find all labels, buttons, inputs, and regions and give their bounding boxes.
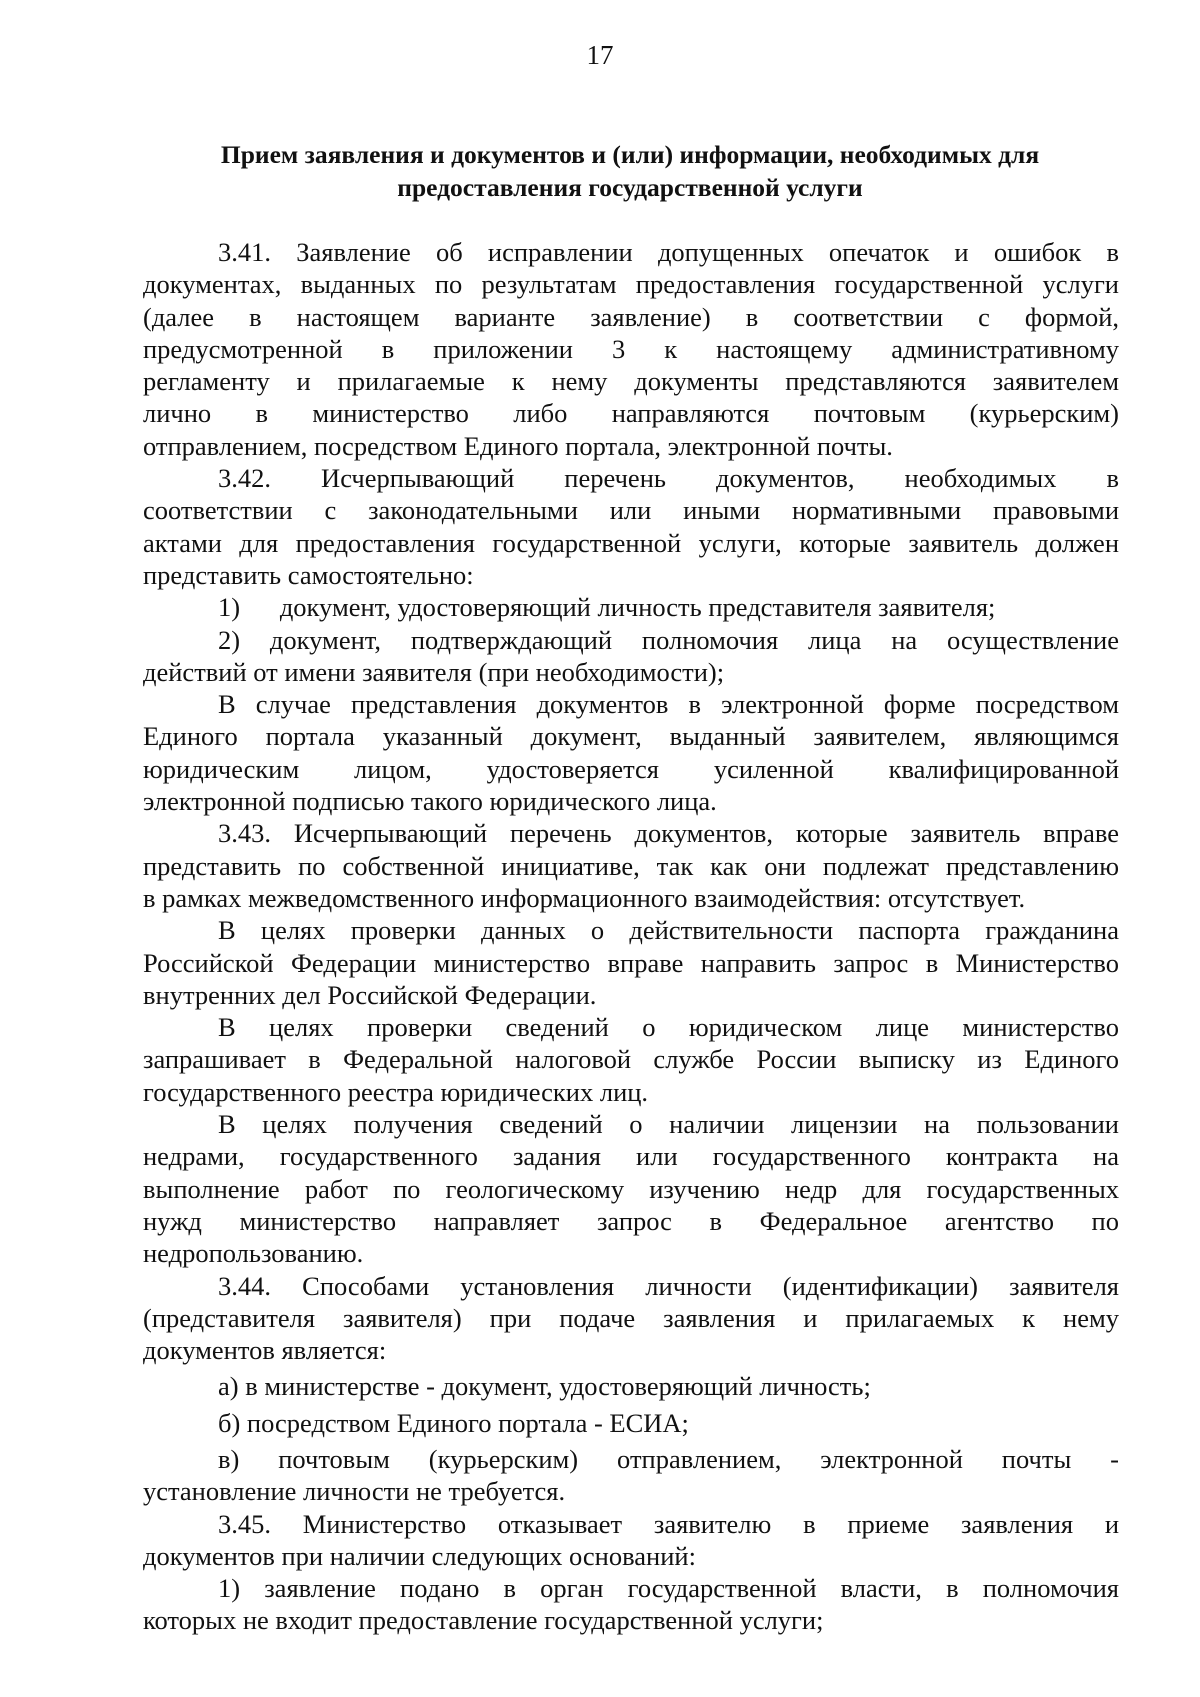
paragraph-line: соответствии с законодательными или иными нормативными правовыми [143, 495, 1119, 526]
paragraph-line: 3.45. Министерство отказывает заявителю в приеме заявления и [218, 1508, 1119, 1539]
paragraph-line: документов при наличии следующих оснований: [143, 1540, 696, 1571]
paragraph-line: документов является: [143, 1335, 387, 1366]
paragraph-line: лично в министерство либо направляются почтовым (курьерским) [143, 398, 1119, 429]
paragraph-line: недропользованию. [143, 1238, 364, 1269]
paragraph-line: недрами, государственного задания или государственного контракта на [143, 1141, 1119, 1172]
paragraph-line: В целях получения сведений о наличии лицензии на пользовании [218, 1109, 1119, 1140]
paragraph-line: актами для предоставления государственной услуги, которые заявитель должен [143, 527, 1119, 558]
paragraph-line: В целях проверки данных о действительности паспорта гражданина [218, 915, 1119, 946]
paragraph-line: документах, выданных по результатам предоставления государственной услуги [143, 269, 1119, 300]
paragraph-line: 3.44. Способами установления личности (идентификации) заявителя [218, 1270, 1119, 1301]
paragraph [143, 624, 1119, 689]
paragraph-line: 2) документ, подтверждающий полномочия лица на осуществление [218, 624, 1119, 655]
paragraph-line: в рамках межведомственного информационного взаимодействия: отсутствует. [143, 882, 1026, 913]
document-body [143, 236, 1119, 1637]
paragraph-line: (представителя заявителя) при подаче заявления и прилагаемых к нему [143, 1302, 1119, 1333]
paragraph-line: 3.42. Исчерпывающий перечень документов, необходимых в [218, 463, 1119, 494]
paragraph [143, 1108, 1119, 1269]
paragraph-line: представить по собственной инициативе, так как они подлежат представлению [143, 850, 1119, 881]
paragraph-line: 3.43. Исчерпывающий перечень документов, которые заявитель вправе [218, 818, 1119, 849]
paragraph-line: юридическим лицом, удостоверяется усиленной квалифицированной [143, 753, 1119, 784]
paragraph-line: 1) заявление подано в орган государственной власти, в полномочия [218, 1573, 1119, 1604]
paragraph-line: 1) документ, удостоверяющий личность представителя заявителя; [218, 592, 996, 623]
paragraph-line: а) в министерстве - документ, удостоверяющий личность; [218, 1371, 871, 1402]
paragraph-line: выполнение работ по геологическому изучению недр для государственных [143, 1173, 1119, 1204]
paragraph [143, 1443, 1119, 1508]
paragraph [143, 1270, 1119, 1367]
paragraph-line: Российской Федерации министерство вправе направить запрос в Министерство [143, 947, 1119, 978]
paragraph-line: предусмотренной в приложении 3 к настоящему административному [143, 333, 1119, 364]
paragraph [143, 1407, 1119, 1439]
paragraph-line: электронной подписью такого юридического лица. [143, 786, 717, 817]
paragraph-line: (далее в настоящем варианте заявление) в соответствии с формой, [143, 301, 1119, 332]
paragraph-line: нужд министерство направляет запрос в Федеральное агентство по [143, 1205, 1119, 1236]
paragraph [143, 591, 1119, 623]
paragraph [143, 817, 1119, 914]
paragraph [143, 1572, 1119, 1637]
paragraph-line: 3.41. Заявление об исправлении допущенных опечаток и ошибок в [218, 237, 1119, 267]
paragraph [143, 1011, 1119, 1108]
paragraph-line: Единого портала указанный документ, выданный заявителем, являющимся [143, 721, 1119, 752]
paragraph-line: в) почтовым (курьерским) отправлением, электронной почты - [218, 1443, 1119, 1474]
paragraph [143, 236, 1119, 462]
paragraph [143, 1508, 1119, 1573]
paragraph [143, 688, 1119, 817]
paragraph-line: представить самостоятельно: [143, 559, 474, 590]
section-heading-line: предоставления государственной услуги [397, 173, 863, 202]
paragraph-line: внутренних дел Российской Федерации. [143, 979, 597, 1010]
paragraph-line: которых не входит предоставление государственной услуги; [143, 1605, 824, 1636]
paragraph-line: отправлением, посредством Единого портала, электронной почты. [143, 430, 893, 461]
paragraph-line: В целях проверки сведений о юридическом лице министерство [218, 1012, 1119, 1043]
paragraph [143, 914, 1119, 1011]
paragraph-line: б) посредством Единого портала - ЕСИА; [218, 1407, 689, 1438]
section-heading-line: Прием заявления и документов и (или) информации, необходимых для [220, 140, 1040, 169]
paragraph-line: государственного реестра юридических лиц. [143, 1076, 649, 1107]
paragraph [143, 1370, 1119, 1402]
paragraph-line: действий от имени заявителя (при необходимости); [143, 656, 725, 687]
section-heading [140, 138, 1120, 204]
paragraph-line: В случае представления документов в электронной форме посредством [218, 689, 1119, 720]
paragraph [143, 462, 1119, 591]
page-number: 17 [586, 40, 614, 70]
paragraph-line: запрашивает в Федеральной налоговой службе России выписку из Единого [143, 1044, 1119, 1075]
paragraph-line: установление личности не требуется. [143, 1476, 566, 1507]
paragraph-line: регламенту и прилагаемые к нему документы представляются заявителем [143, 366, 1119, 397]
